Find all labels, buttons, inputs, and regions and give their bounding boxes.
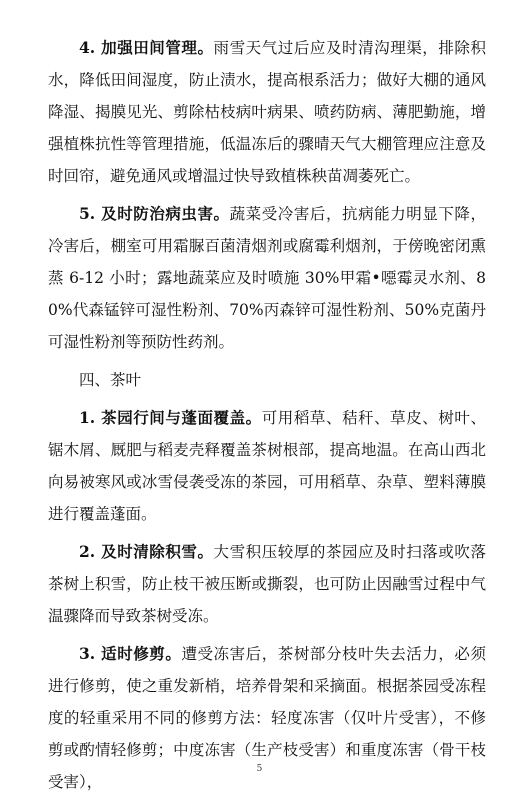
paragraph-lead: 3. 适时修剪。: [79, 644, 182, 663]
document-body: [48, 32, 486, 804]
paragraph-text: 雨雪天气过后应及时清沟理渠，排除积水，降低田间湿度，防止渍水，提高根系活力；做好大棚的通风降湿、揭膜见光、剪除枯枝病叶病果、喷药防病、薄肥勤施，增强植株抗性等管理措施，低温冻后的骤晴天气大棚管理应注意及时回帘，避免通风或增温过快导致植株秧苗凋萎死亡。: [48, 39, 486, 185]
paragraph-lead: 4. 加强田间管理。: [79, 38, 214, 57]
page-number: 5: [256, 764, 263, 774]
paragraph-lead: 5. 及时防治病虫害。: [79, 204, 230, 223]
paragraph-lead: 1. 茶园行间与蓬面覆盖。: [79, 408, 262, 427]
paragraph-pest-control: [48, 198, 486, 358]
paragraph-text: 蔬菜受冷害后，抗病能力明显下降，冷害后，棚室可用霜脲百菌清烟剂或腐霉利烟剂，于傍晚密闭熏蒸 6-12 小时；露地蔬菜应及时喷施 30%甲霜•噁霉灵水剂、80%代森锰锌可湿性粉剂、70%丙森锌可湿性粉剂、50%克菌丹可湿性粉剂等预防性药剂。: [48, 205, 486, 351]
paragraph-field-management: [48, 32, 486, 192]
paragraph-text: 可用稻草、秸秆、草皮、树叶、锯木屑、厩肥与稻麦壳释覆盖茶树根部，提高地温。在高山西北向易被寒风或冰雪侵袭受冻的茶园，可用稻草、杂草、塑料薄膜进行覆盖蓬面。: [48, 409, 486, 523]
paragraph-text: 大雪积压较厚的茶园应及时扫落或吹落茶树上积雪，防止枝干被压断或撕裂，也可防止因融雪过程中气温骤降而导致茶树受冻。: [48, 543, 486, 625]
section-heading-tea: 四、茶叶: [79, 371, 142, 389]
paragraph-pruning: [48, 638, 486, 798]
paragraph-text: 遭受冻害后，茶树部分枝叶失去活力，必须进行修剪，使之重发新梢，培养骨架和采摘面。根据茶园受冻程度的轻重采用不同的修剪方法：轻度冻害（仅叶片受害），不修剪或酌情轻修剪；中度冻害（生产枝受害）和重度冻害（骨干枝受害），: [48, 645, 486, 791]
paragraph-lead: 2. 及时清除积雪。: [79, 542, 214, 561]
paragraph-tea-covering: [48, 402, 486, 530]
paragraph-snow-removal: [48, 536, 486, 632]
